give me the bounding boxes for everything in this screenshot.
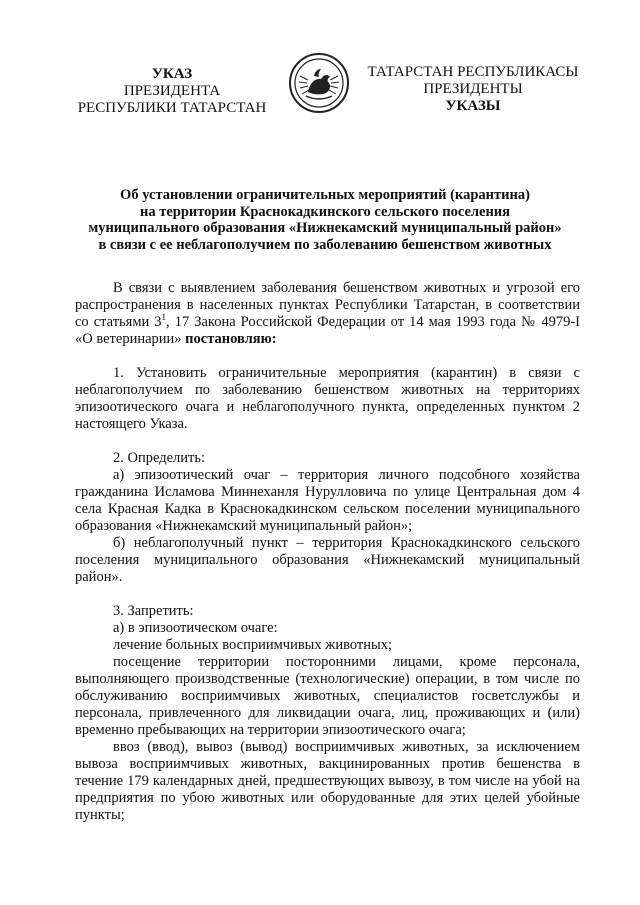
preamble-paragraph: В связи с выявлением заболевания бешенством животных и угрозой его распространения в населенных пунктах Республики Татарстан, в соответствии со статьями $3^1$, 17 Закона Российской Федерации от 14 мая 1993 года № 4979-I «О ветеринарии» постановляю: [75, 280, 580, 347]
decree-body [75, 280, 580, 824]
header-left-line-1: УКАЗ [151, 66, 193, 82]
title-line-2: на территории Краснокадкинского сельского поселения [139, 203, 511, 220]
decree-title [60, 187, 590, 253]
item-1-paragraph: 1. Установить ограничительные мероприятия (карантин) в связи с неблагополучием по заболеванию бешенством животных на территориях эпизоотического очага и неблагополучного пункта, определенных пунктом 2 настоящего Указа. [75, 365, 580, 432]
item-2-a: а) эпизоотический очаг – территория личного подсобного хозяйства гражданина Исламова Миннеханля Нурулловича по улице Центральная дом 4 села Красная Кадка в Краснокадкинском сельском поселении муниципального образования «Нижнекамский муниципальный район»; [75, 467, 580, 534]
header-right-line-3: УКАЗЫ [445, 98, 501, 114]
item-3-line-2: посещение территории посторонними лицами, кроме персонала, выполняющего производственные (технологические) операции, в том числе по обслуживанию восприимчивых животных, специалистов госветслужбы и персонала, привлеченного для ликвидации очага, лиц, проживающих и (или) временно пребывающих на территории эпизоотического очага; [75, 654, 580, 738]
item-3-a: а) в эпизоотическом очаге: [113, 620, 278, 636]
title-line-1: Об установлении ограничительных мероприятий (карантина) [120, 187, 530, 203]
header-left-line-2: ПРЕЗИДЕНТА [123, 83, 221, 99]
header-right-line-2: ПРЕЗИДЕНТЫ [423, 81, 523, 97]
decree-header-russian [72, 66, 272, 117]
decree-header-tatar [362, 64, 584, 115]
title-line-3: муниципального образования «Нижнекамский муниципальный район» [88, 220, 562, 236]
item-3-heading: 3. Запретить: [113, 603, 194, 619]
title-line-4: в связи с ее неблагополучием по заболеванию бешенством животных [98, 236, 552, 253]
item-3-line-3: ввоз (ввод), вывоз (вывод) восприимчивых животных, за исключением вывоза восприимчивых животных, вакцинированных против бешенства в течение 179 календарных дней, предшествующих вывозу, в том числе на убой на предприятия по убою животных или оборудованные для этих целей убойные пункты; [75, 739, 580, 823]
item-3-line-1: лечение больных восприимчивых животных; [113, 637, 392, 653]
header-left-line-3: РЕСПУБЛИКИ ТАТАРСТАН [77, 100, 267, 116]
header-right-line-1: ТАТАРСТАН РЕСПУБЛИКАСЫ [367, 64, 579, 80]
item-2-heading: 2. Определить: [113, 450, 206, 466]
coat-of-arms-icon [288, 52, 350, 114]
item-2-b: б) неблагополучный пункт – территория Краснокадкинского сельского поселения муниципального образования «Нижнекамский муниципальный район». [75, 535, 580, 585]
